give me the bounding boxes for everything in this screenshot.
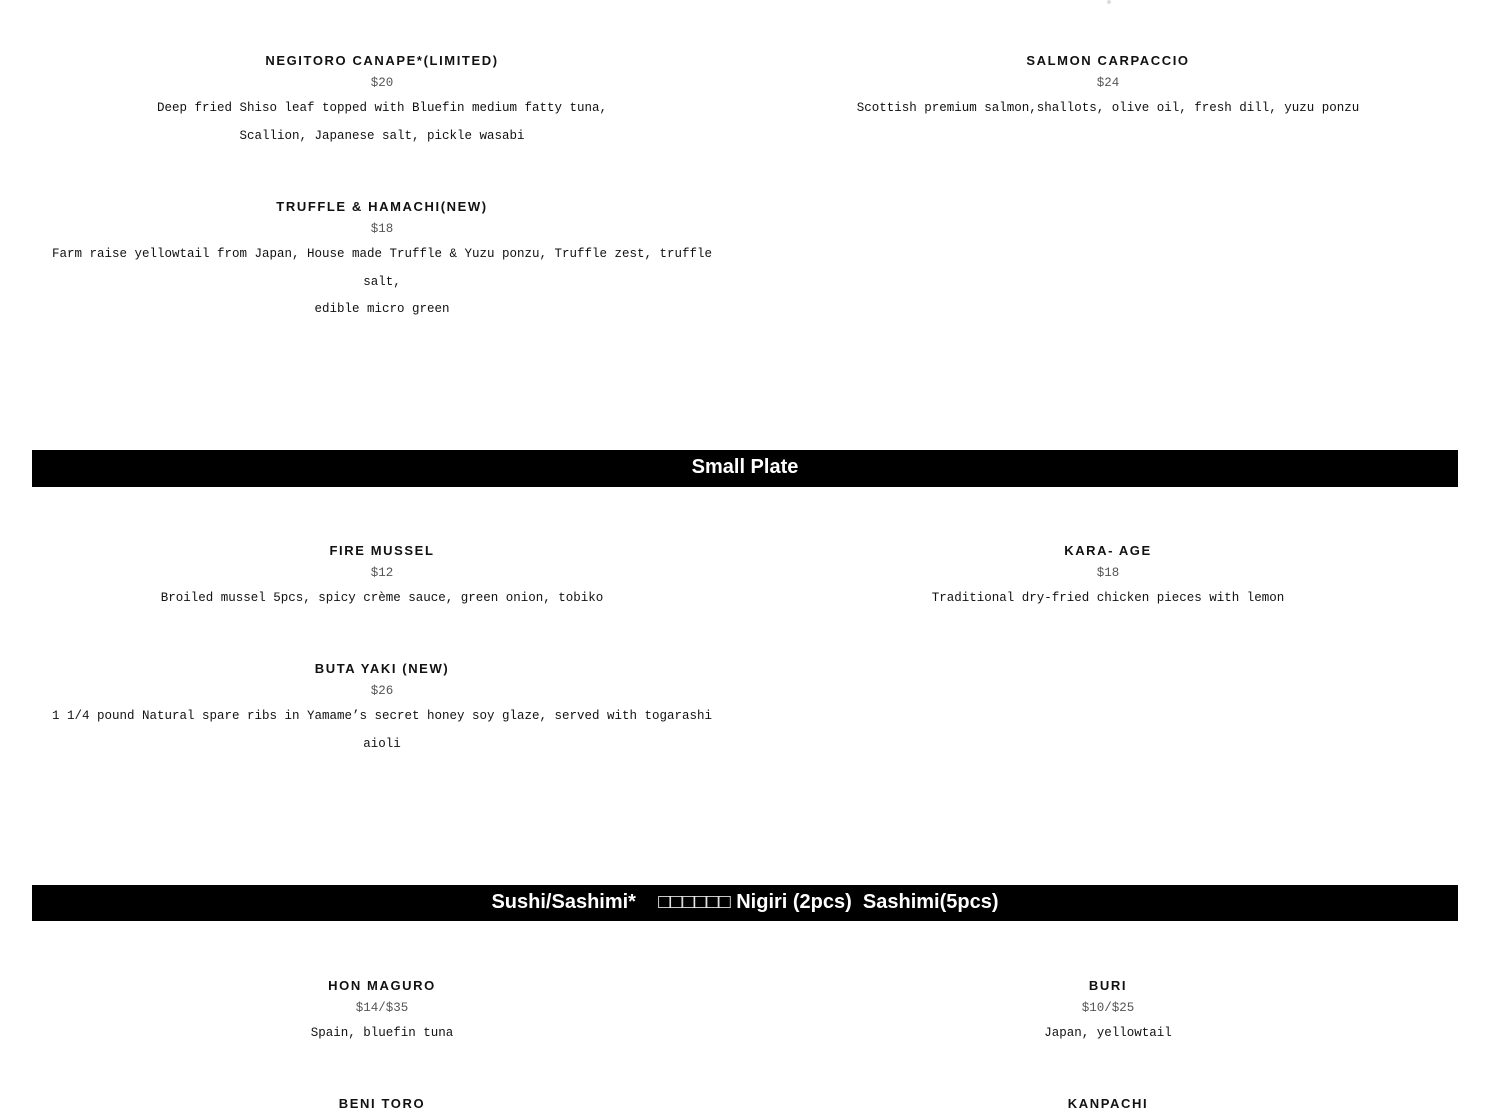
item-name: BURI bbox=[1088, 978, 1128, 993]
menu-item-kara-age bbox=[758, 543, 1458, 613]
menu-item-fire-mussel bbox=[32, 543, 732, 613]
decorative-dot bbox=[1107, 0, 1111, 4]
item-name: TRUFFLE & HAMACHI(NEW) bbox=[276, 199, 488, 214]
item-description bbox=[32, 95, 732, 150]
section-header-sushi-sashimi: Sushi/Sashimi* □□□□□□ Nigiri (2pcs) Sashimi(5pcs) bbox=[32, 885, 1458, 921]
item-description bbox=[32, 703, 732, 758]
item-name: BUTA YAKI (NEW) bbox=[314, 661, 450, 676]
menu-item-buri bbox=[758, 978, 1458, 1048]
description-line: Broiled mussel 5pcs, spicy crème sauce, green onion, tobiko bbox=[160, 591, 604, 605]
item-description bbox=[758, 585, 1458, 613]
item-name: HON MAGURO bbox=[328, 978, 436, 993]
item-price: $26 bbox=[370, 684, 394, 698]
item-description bbox=[758, 95, 1458, 123]
item-price: $24 bbox=[1096, 76, 1120, 90]
menu-item-salmon-carpaccio bbox=[758, 53, 1458, 123]
menu-item-buta-yaki bbox=[32, 661, 732, 758]
item-name: BENI TORO bbox=[338, 1096, 426, 1111]
description-line: 1 1/4 pound Natural spare ribs in Yamame’s secret honey soy glaze, served with togarashi aioli bbox=[51, 709, 713, 751]
item-price: $10/$25 bbox=[1081, 1001, 1135, 1015]
menu-item-kanpachi bbox=[758, 1096, 1458, 1112]
menu-item-negitoro-canape bbox=[32, 53, 732, 150]
menu-item-beni-toro bbox=[32, 1096, 732, 1112]
item-description bbox=[32, 585, 732, 613]
item-description bbox=[32, 1020, 732, 1048]
description-line: Deep fried Shiso leaf topped with Bluefin medium fatty tuna, bbox=[156, 101, 608, 115]
description-line: Japan, yellowtail bbox=[1044, 1026, 1172, 1040]
menu-item-hon-maguro bbox=[32, 978, 732, 1048]
description-line: Farm raise yellowtail from Japan, House made Truffle & Yuzu ponzu, Truffle zest, truffle salt, bbox=[51, 247, 713, 289]
item-description bbox=[758, 1020, 1458, 1048]
item-name: KARA- AGE bbox=[1064, 543, 1152, 558]
item-name: KANPACHI bbox=[1067, 1096, 1149, 1111]
item-price: $20 bbox=[370, 76, 394, 90]
item-price: $18 bbox=[370, 222, 394, 236]
description-line: Scottish premium salmon,shallots, olive oil, fresh dill, yuzu ponzu bbox=[856, 101, 1360, 115]
item-name: NEGITORO CANAPE*(LIMITED) bbox=[265, 53, 499, 68]
item-price: $14/$35 bbox=[355, 1001, 409, 1015]
description-line: edible micro green bbox=[314, 302, 450, 316]
item-price: $18 bbox=[1096, 566, 1120, 580]
item-price: $12 bbox=[370, 566, 394, 580]
menu-item-truffle-hamachi bbox=[32, 199, 732, 324]
item-name: FIRE MUSSEL bbox=[329, 543, 435, 558]
description-line: Scallion, Japanese salt, pickle wasabi bbox=[239, 128, 525, 143]
section-header-small-plate: Small Plate bbox=[32, 450, 1458, 487]
description-line: Spain, bluefin tuna bbox=[310, 1026, 454, 1040]
description-line: Traditional dry-fried chicken pieces with lemon bbox=[931, 591, 1285, 605]
item-description bbox=[32, 241, 732, 324]
item-name: SALMON CARPACCIO bbox=[1026, 53, 1190, 68]
